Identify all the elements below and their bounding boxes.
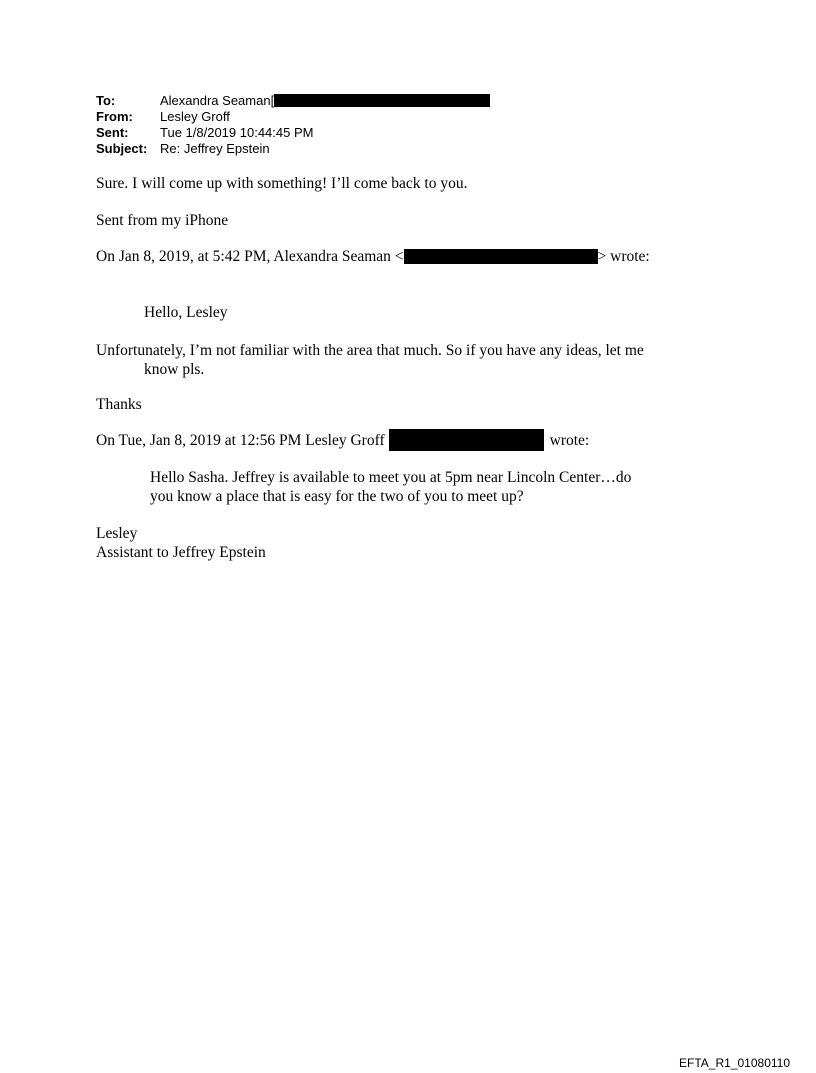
redacted-email-to — [274, 94, 490, 107]
signoff-title: Assistant to Jeffrey Epstein — [96, 544, 266, 561]
quote1-thanks: Thanks — [96, 396, 142, 413]
sent-row — [96, 125, 490, 141]
device-signature: Sent from my iPhone — [96, 212, 229, 229]
quote2-intro — [96, 431, 589, 451]
signoff — [96, 524, 266, 562]
quote2-line2: you know a place that is easy for the two of you to meet up? — [150, 488, 524, 505]
signoff-name: Lesley — [96, 525, 138, 542]
redacted-email-quote2 — [389, 429, 544, 451]
quote1-body — [96, 341, 644, 379]
from-row — [96, 109, 490, 125]
to-label: To: — [96, 93, 116, 108]
subject-row — [96, 141, 490, 157]
subject-label: Subject: — [96, 141, 148, 156]
from-label: From: — [96, 109, 133, 124]
to-value: Alexandra Seaman[ — [160, 93, 275, 108]
quote2-intro-prefix: On Tue, Jan 8, 2019 at 12:56 PM Lesley Groff — [96, 432, 385, 449]
quote2-intro-suffix: wrote: — [549, 432, 590, 449]
from-value: Lesley Groff — [160, 109, 230, 124]
redacted-email-quote1 — [404, 249, 598, 264]
sent-label: Sent: — [96, 125, 129, 140]
to-row — [96, 93, 490, 109]
quote2-line1: Hello Sasha. Jeffrey is available to meet you at 5pm near Lincoln Center…do — [150, 469, 632, 486]
quote2-body — [150, 468, 631, 506]
quote1-line1: Unfortunately, I’m not familiar with the area that much. So if you have any ideas, let me — [96, 342, 644, 359]
quote1-intro — [96, 247, 650, 266]
quote1-intro-suffix: > wrote: — [597, 248, 650, 265]
bates-number: EFTA_R1_01080110 — [679, 1056, 790, 1070]
email-header — [96, 93, 490, 157]
subject-value: Re: Jeffrey Epstein — [160, 141, 270, 156]
quote1-greeting: Hello, Lesley — [144, 304, 228, 321]
quote1-intro-prefix: On Jan 8, 2019, at 5:42 PM, Alexandra Seaman < — [96, 248, 404, 265]
quote1-line2: know pls. — [144, 361, 205, 378]
sent-value: Tue 1/8/2019 10:44:45 PM — [160, 125, 314, 140]
reply-text: Sure. I will come up with something! I’ll come back to you. — [96, 175, 468, 192]
